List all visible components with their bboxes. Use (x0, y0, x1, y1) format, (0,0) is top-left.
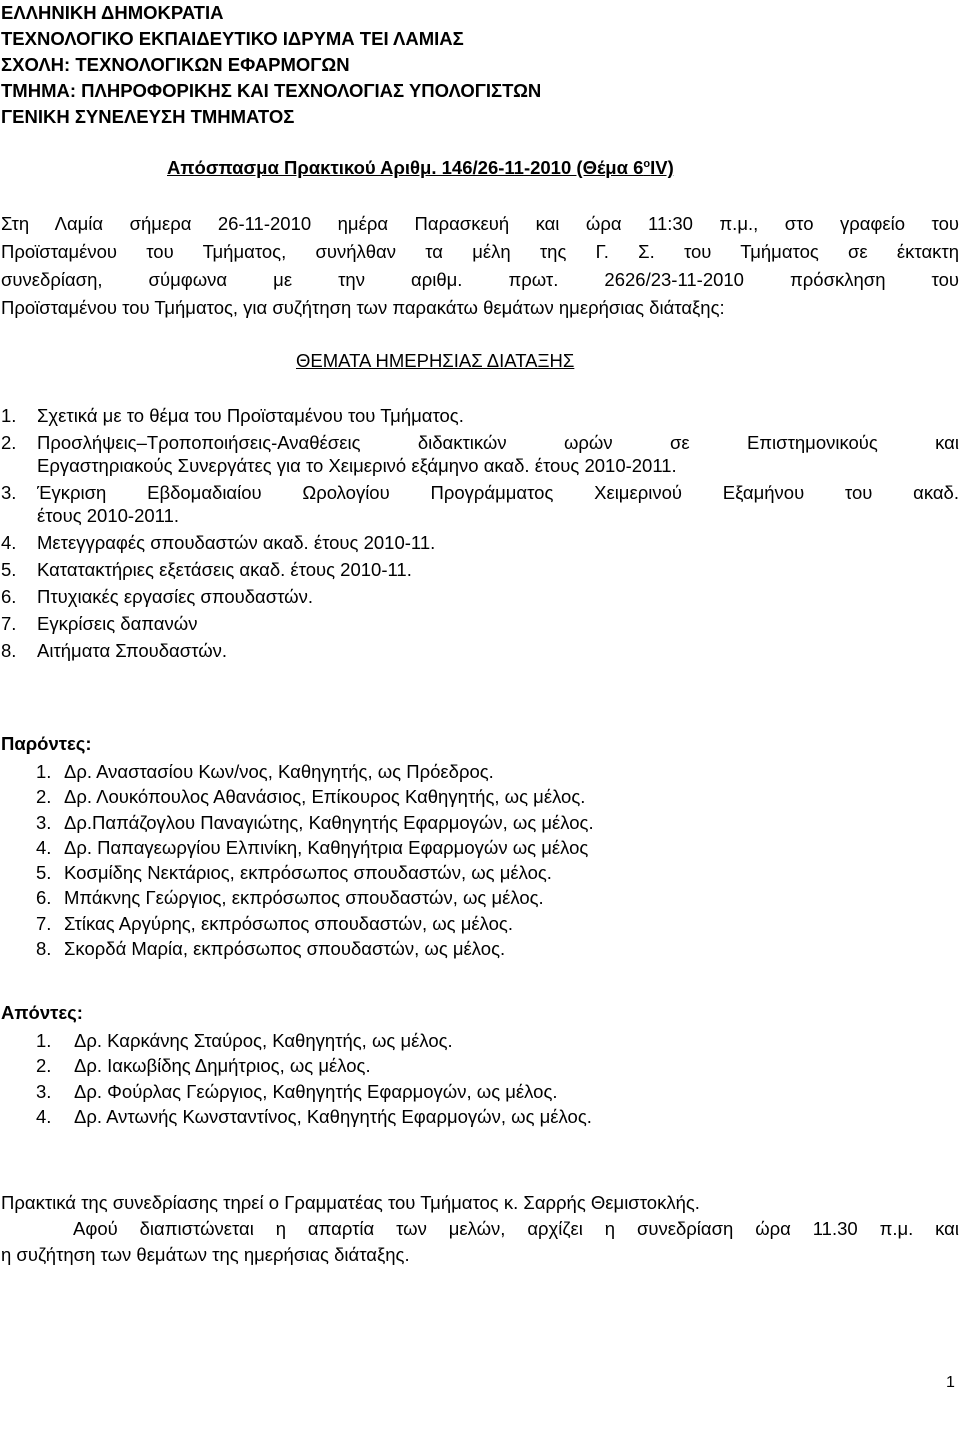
member-text: Δρ. Αναστασίου Κων/νος, Καθηγητής, ως Πρόεδρος. (64, 761, 494, 782)
excerpt-title (167, 157, 674, 179)
agenda-item-text: Σχετικά με το θέμα του Προϊσταμένου του Τμήματος. (37, 405, 464, 426)
present-member (36, 860, 956, 885)
agenda-list (1, 404, 959, 662)
closing-line-quorum: Αφού διαπιστώνεται η απαρτία των μελών, αρχίζει η συνεδρίαση ώρα 11.30 π.μ. και (73, 1218, 959, 1239)
intro-line: συνεδρίαση, σύμφωνα με την αριθμ. πρωτ. 2626/23-11-2010 πρόσκληση του (1, 269, 959, 290)
present-heading: Παρόντες: (1, 733, 92, 754)
absent-heading: Απόντες: (1, 1002, 83, 1023)
header-line-institution: ΤΕΧΝΟΛΟΓΙΚΟ ΕΚΠΑΙΔΕΥΤΙΚΟ ΙΔΡΥΜΑ ΤΕΙ ΛΑΜΙΑΣ (1, 28, 464, 49)
agenda-title: ΘΕΜΑΤΑ ΗΜΕΡΗΣΙΑΣ ΔΙΑΤΑΞΗΣ (296, 350, 575, 371)
agenda-item (1, 431, 959, 477)
agenda-item-text: Αιτήματα Σπουδαστών. (37, 640, 228, 661)
member-number: 2. (36, 786, 52, 808)
present-member (36, 784, 956, 809)
member-number: 3. (36, 811, 52, 833)
member-text: Στίκας Αργύρης, εκπρόσωπος σπουδαστών, ως μέλος. (64, 912, 513, 934)
present-list (36, 759, 956, 961)
agenda-item-number: 4. (1, 532, 17, 553)
header-line-assembly: ΓΕΝΙΚΗ ΣΥΝΕΛΕΥΣΗ ΤΜΗΜΑΤΟΣ (1, 106, 295, 127)
agenda-item-text: Εγκρίσεις δαπανών (37, 613, 198, 634)
present-member (36, 936, 956, 961)
member-number: 4. (36, 1105, 52, 1127)
member-number: 1. (36, 1030, 52, 1051)
agenda-item-text: Έγκριση Εβδομαδιαίου Ωρολογίου Προγράμματος Χειμερινού Εξαμήνου του ακαδ. (37, 482, 959, 503)
present-member (36, 835, 956, 860)
member-text: Δρ. Λουκόπουλος Αθανάσιος, Επίκουρος Καθηγητής, ως μέλος. (64, 786, 586, 808)
agenda-item-text: Μετεγγραφές σπουδαστών ακαδ. έτους 2010-11. (37, 532, 436, 553)
agenda-item (1, 612, 959, 635)
excerpt-title-main: Απόσπασμα Πρακτικού Αριθμ. 146/26-11-2010 (Θέμα 6 (167, 157, 644, 178)
member-number: 1. (36, 761, 52, 782)
member-text: Δρ. Καρκάνης Σταύρος, Καθηγητής, ως μέλος. (74, 1030, 453, 1051)
member-number: 2. (36, 1055, 52, 1077)
header-line-school: ΣΧΟΛΗ: ΤΕΧΝΟΛΟΓΙΚΩΝ ΕΦΑΡΜΟΓΩΝ (1, 54, 350, 75)
agenda-item-text: Εργαστηριακούς Συνεργάτες για το Χειμερινό εξάμηνο ακαδ. έτους 2010-2011. (37, 455, 677, 476)
intro-line: Στη Λαμία σήμερα 26-11-2010 ημέρα Παρασκευή και ώρα 11:30 π.μ., στο γραφείο του (1, 213, 959, 234)
member-text: Δρ. Παπαγεωργίου Ελπινίκη, Καθηγήτρια Εφαρμογών ως μέλος (64, 836, 589, 858)
agenda-item (1, 558, 959, 581)
absent-member (36, 1053, 956, 1078)
member-text: Κοσμίδης Νεκτάριος, εκπρόσωπος σπουδαστών, ως μέλος. (64, 862, 552, 884)
closing-line-secretary: Πρακτικά της συνεδρίασης τηρεί ο Γραμματέας του Τμήματος κ. Σαρρής Θεμιστοκλής. (1, 1192, 700, 1213)
member-number: 8. (36, 938, 52, 960)
absent-list (36, 1028, 956, 1129)
member-number: 5. (36, 862, 52, 884)
member-number: 6. (36, 887, 52, 909)
agenda-item-text: Κατατακτήριες εξετάσεις ακαδ. έτους 2010-11. (37, 559, 412, 580)
intro-line: Προϊσταμένου του Τμήματος, για συζήτηση των παρακάτω θεμάτων ημερήσιας διάταξης: (1, 297, 725, 318)
absent-member (36, 1079, 956, 1104)
agenda-item-number: 3. (1, 482, 17, 503)
agenda-item-text: Πτυχιακές εργασίες σπουδαστών. (37, 586, 314, 607)
absent-member (36, 1104, 956, 1129)
agenda-item-number: 7. (1, 613, 17, 634)
intro-line: Προϊσταμένου του Τμήματος, συνήλθαν τα μέλη της Γ. Σ. του Τμήματος σε έκτακτη (1, 241, 959, 262)
agenda-item-number: 5. (1, 559, 17, 580)
agenda-item (1, 404, 959, 427)
member-text: Δρ. Φούρλας Γεώργιος, Καθηγητής Εφαρμογών, ως μέλος. (74, 1080, 558, 1102)
agenda-item-number: 6. (1, 586, 17, 607)
closing-paragraph (1, 1190, 959, 1268)
agenda-item (1, 531, 959, 554)
agenda-item-number: 8. (1, 640, 17, 661)
member-text: Σκορδά Μαρία, εκπρόσωπος σπουδαστών, ως μέλος. (64, 938, 506, 960)
member-number: 4. (36, 836, 52, 858)
member-text: Δρ. Αντωνής Κωνσταντίνος, Καθηγητής Εφαρμογών, ως μέλος. (74, 1105, 592, 1127)
agenda-item (1, 481, 959, 527)
page-number: 1 (946, 1374, 955, 1391)
absent-member (36, 1028, 956, 1053)
member-text: Δρ. Ιακωβίδης Δημήτριος, ως μέλος. (74, 1055, 371, 1077)
header-line-country: ΕΛΛΗΝΙΚΗ ΔΗΜΟΚΡΑΤΙΑ (1, 2, 224, 23)
agenda-item (1, 585, 959, 608)
excerpt-title-superscript: ο (643, 157, 651, 170)
agenda-item-text: Προσλήψεις–Τροποποιήσεις-Αναθέσεις διδακτικών ωρών σε Επιστημονικούς και (37, 432, 959, 453)
present-member (36, 810, 956, 835)
member-text: Δρ.Παπάζογλου Παναγιώτης, Καθηγητής Εφαρμογών, ως μέλος. (64, 811, 594, 833)
agenda-item-text: έτους 2010-2011. (37, 505, 179, 526)
member-number: 3. (36, 1080, 52, 1102)
excerpt-title-end: IV) (650, 157, 674, 178)
present-member (36, 911, 956, 936)
member-number: 7. (36, 912, 52, 934)
agenda-item-number: 1. (1, 405, 17, 426)
header-line-department: ΤΜΗΜΑ: ΠΛΗΡΟΦΟΡΙΚΗΣ ΚΑΙ ΤΕΧΝΟΛΟΓΙΑΣ ΥΠΟΛΟΓΙΣΤΩΝ (1, 80, 542, 101)
agenda-item-number: 2. (1, 432, 17, 453)
present-member (36, 885, 956, 910)
closing-line-discussion: η συζήτηση των θεμάτων της ημερήσιας διάταξης. (1, 1244, 410, 1265)
member-text: Μπάκνης Γεώργιος, εκπρόσωπος σπουδαστών, ως μέλος. (64, 887, 544, 909)
document-header (1, 0, 541, 130)
intro-paragraph (1, 210, 959, 322)
agenda-item (1, 639, 959, 662)
present-member (36, 759, 956, 784)
